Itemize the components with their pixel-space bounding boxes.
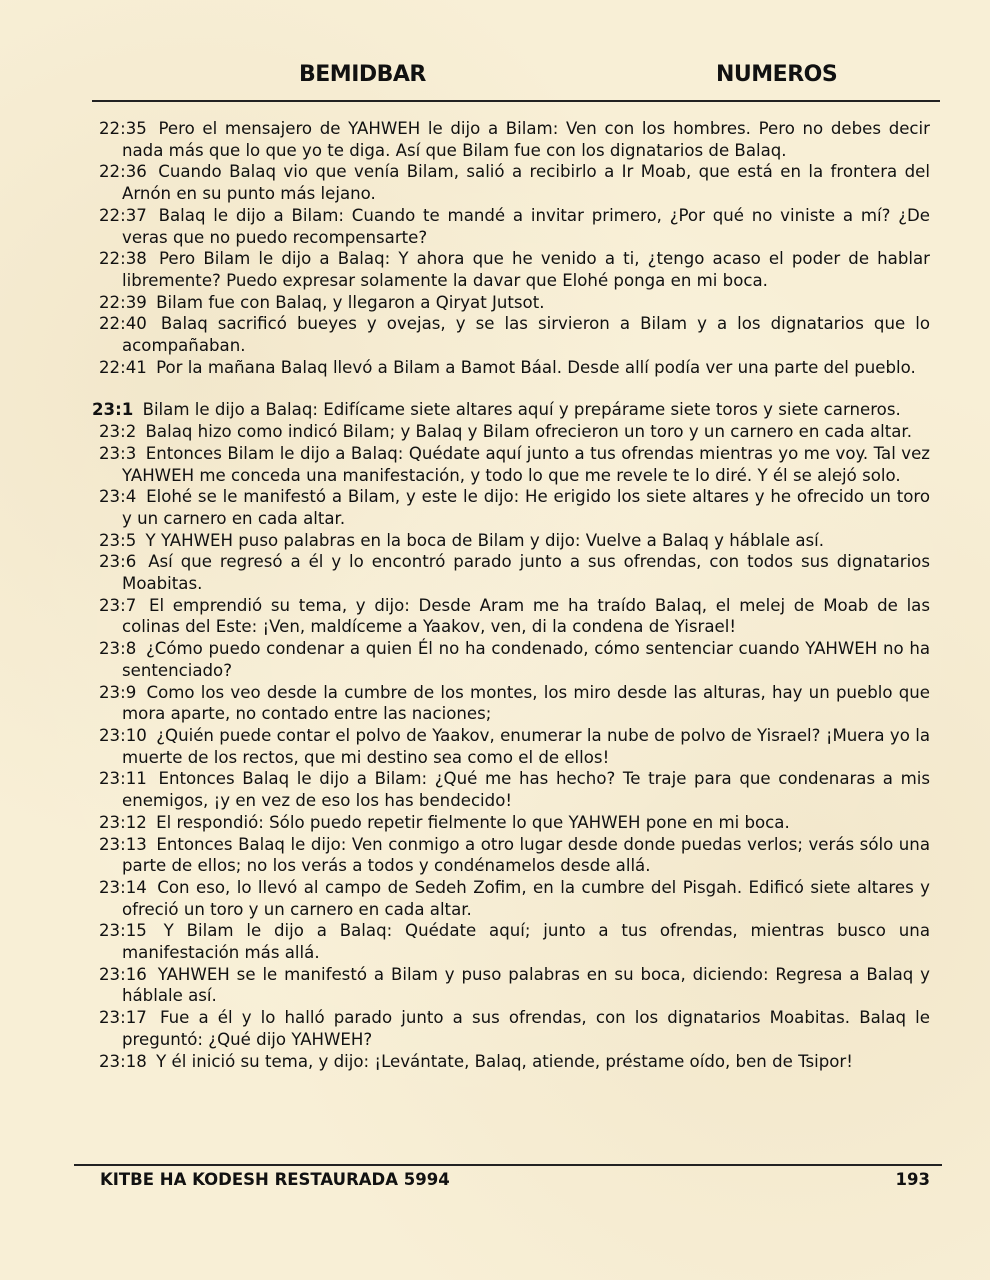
verse-ref: 23:3 xyxy=(99,443,137,463)
verse-ref: 22:41 xyxy=(99,357,147,377)
verse xyxy=(92,530,930,552)
verse-ref: 23:15 xyxy=(99,921,147,941)
verse-ref: 23:14 xyxy=(99,877,147,897)
verses-chapter-23 xyxy=(92,421,930,1072)
verse-text: Entonces Balaq le dijo: Ven conmigo a otro lugar desde donde puedas verlos; verás sólo una parte de ellos; no los verás a todos y condénamelos desde allá. xyxy=(122,834,930,876)
verse xyxy=(92,964,930,1007)
verse-text: ¿Cómo puedo condenar a quien Él no ha condenado, cómo sentenciar cuando YAHWEH no ha sentenciado? xyxy=(122,639,930,680)
verse xyxy=(92,595,930,638)
scripture-text xyxy=(92,118,930,1072)
verse xyxy=(92,920,930,963)
verse-text: Elohé se le manifestó a Bilam, y este le dijo: He erigido los siete altares y he ofrecido un toro y un carnero en cada altar. xyxy=(122,487,930,528)
header-divider xyxy=(92,100,940,102)
verse xyxy=(92,682,930,725)
verse xyxy=(92,725,930,768)
verse-ref: 23:5 xyxy=(99,530,137,550)
verse-ref: 22:36 xyxy=(99,162,147,182)
verse-ref: 23:7 xyxy=(99,595,137,615)
verses-chapter-22 xyxy=(92,118,930,378)
verse-text: Como los veo desde la cumbre de los montes, los miro desde las alturas, hay un pueblo que mora aparte, no contado entre las naciones; xyxy=(122,682,930,724)
chapter-start-verse xyxy=(92,399,930,421)
verse xyxy=(92,834,930,877)
verse-ref: 23:6 xyxy=(99,552,137,572)
verse xyxy=(92,161,930,204)
verse-ref: 23:11 xyxy=(99,769,147,789)
verse-ref: 23:18 xyxy=(99,1051,147,1071)
verse xyxy=(92,118,930,161)
chapter-gap xyxy=(92,378,930,399)
verse-ref: 23:2 xyxy=(99,422,137,442)
verse-text: El emprendió su tema, y dijo: Desde Aram me ha traído Balaq, el melej de Moab de las colinas del Este: ¡Ven, maldíceme a Yaakov, ven, di la condena de Yisrael! xyxy=(122,595,930,637)
verse xyxy=(92,551,930,594)
page-number: 193 xyxy=(895,1170,930,1189)
verse-text: Balaq sacrificó bueyes y ovejas, y se las sirvieron a Bilam y a los dignatarios que lo acompañaban. xyxy=(122,314,930,356)
verse xyxy=(92,1051,930,1073)
verse-text: Por la mañana Balaq llevó a Bilam a Bamot Báal. Desde allí podía ver una parte del pueblo. xyxy=(156,357,916,377)
footer-publication-title: KITBE HA KODESH RESTAURADA 5994 xyxy=(100,1170,450,1189)
verse-ref: 23:1 xyxy=(92,400,134,420)
verse-text: Balaq hizo como indicó Bilam; y Balaq y Bilam ofrecieron un toro y un carnero en cada altar. xyxy=(145,422,912,442)
page-header xyxy=(92,62,940,102)
verse xyxy=(92,486,930,529)
book-title-hebrew: BEMIDBAR xyxy=(299,62,426,87)
verse xyxy=(92,1007,930,1050)
verse-text: Y YAHWEH puso palabras en la boca de Bilam y dijo: Vuelve a Balaq y háblale así. xyxy=(145,530,825,550)
verse-text: El respondió: Sólo puedo repetir fielmente lo que YAHWEH pone en mi boca. xyxy=(156,812,790,832)
verse-text: Con eso, lo llevó al campo de Sedeh Zofim, en la cumbre del Pisgah. Edificó siete altares y ofreció un toro y un carnero en cada altar. xyxy=(122,877,930,919)
verse xyxy=(92,768,930,811)
verse xyxy=(92,313,930,356)
verse-text: Y él inició su tema, y dijo: ¡Levántate, Balaq, atiende, préstame oído, ben de Tsipor! xyxy=(156,1051,853,1071)
verse-ref: 22:35 xyxy=(99,119,147,138)
verse-ref: 22:39 xyxy=(99,292,147,312)
verse-ref: 23:12 xyxy=(99,812,147,832)
verse-ref: 23:9 xyxy=(99,682,137,702)
verse-text: Entonces Balaq le dijo a Bilam: ¿Qué me has hecho? Te traje para que condenaras a mis enemigos, ¡y en vez de eso los has bendecido! xyxy=(122,769,930,811)
verse-ref: 23:13 xyxy=(99,834,147,854)
verse-text: Fue a él y lo halló parado junto a sus ofrendas, con los dignatarios Moabitas. Balaq le preguntó: ¿Qué dijo YAHWEH? xyxy=(122,1008,931,1049)
verse xyxy=(92,443,930,486)
verse-text: Balaq le dijo a Bilam: Cuando te mandé a invitar primero, ¿Por qué no viniste a mí? ¿De veras que no puedo recompensarte? xyxy=(122,205,930,247)
verse-ref: 23:8 xyxy=(99,639,137,659)
verse xyxy=(92,638,930,681)
verse xyxy=(92,812,930,834)
verse-text: ¿Quién puede contar el polvo de Yaakov, enumerar la nube de polvo de Yisrael? ¡Muera yo la muerte de los rectos, que mi destino sea como el de ellos! xyxy=(122,725,930,767)
verse-ref: 22:40 xyxy=(99,314,147,334)
verse-ref: 22:37 xyxy=(99,205,147,225)
verse-text: Bilam le dijo a Balaq: Edifícame siete altares aquí y prepárame siete toros y siete carneros. xyxy=(142,400,901,420)
verse-text: Entonces Bilam le dijo a Balaq: Quédate aquí junto a tus ofrendas mientras yo me voy. Tal vez YAHWEH me conceda una manifestación, y todo lo que me revele te lo diré. Y él se alejó solo. xyxy=(122,443,930,485)
footer-divider xyxy=(74,1164,942,1166)
verse-ref: 22:38 xyxy=(99,249,147,269)
verse xyxy=(92,877,930,920)
verse xyxy=(92,248,930,291)
verse-text: Pero Bilam le dijo a Balaq: Y ahora que he venido a ti, ¿tengo acaso el poder de hablar libremente? Puedo expresar solamente la davar que Elohé ponga en mi boca. xyxy=(122,249,930,290)
verse-text: Así que regresó a él y lo encontró parado junto a sus ofrendas, con todos sus dignatarios Moabitas. xyxy=(122,552,930,594)
verse-ref: 23:16 xyxy=(99,964,147,984)
verse-ref: 23:17 xyxy=(99,1008,147,1028)
verse xyxy=(92,421,930,443)
verse xyxy=(92,357,930,379)
verse-text: YAHWEH se le manifestó a Bilam y puso palabras en su boca, diciendo: Regresa a Balaq y háblale así. xyxy=(122,964,930,1006)
verse-text: Cuando Balaq vio que venía Bilam, salió a recibirlo a Ir Moab, que está en la frontera del Arnón en su punto más lejano. xyxy=(122,162,930,204)
verse xyxy=(92,205,930,248)
verse-text: Bilam fue con Balaq, y llegaron a Qiryat Jutsot. xyxy=(156,292,545,312)
verse-ref: 23:4 xyxy=(99,487,137,507)
verse-text: Y Bilam le dijo a Balaq: Quédate aquí; junto a tus ofrendas, mientras busco una manifestación más allá. xyxy=(122,921,930,963)
verse-ref: 23:10 xyxy=(99,725,147,745)
verse-text: Pero el mensajero de YAHWEH le dijo a Bilam: Ven con los hombres. Pero no debes decir nada más que lo que yo te diga. Así que Bilam fue con los dignatarios de Balaq. xyxy=(122,119,930,160)
verse xyxy=(92,292,930,314)
book-title-spanish: NUMEROS xyxy=(716,62,838,87)
